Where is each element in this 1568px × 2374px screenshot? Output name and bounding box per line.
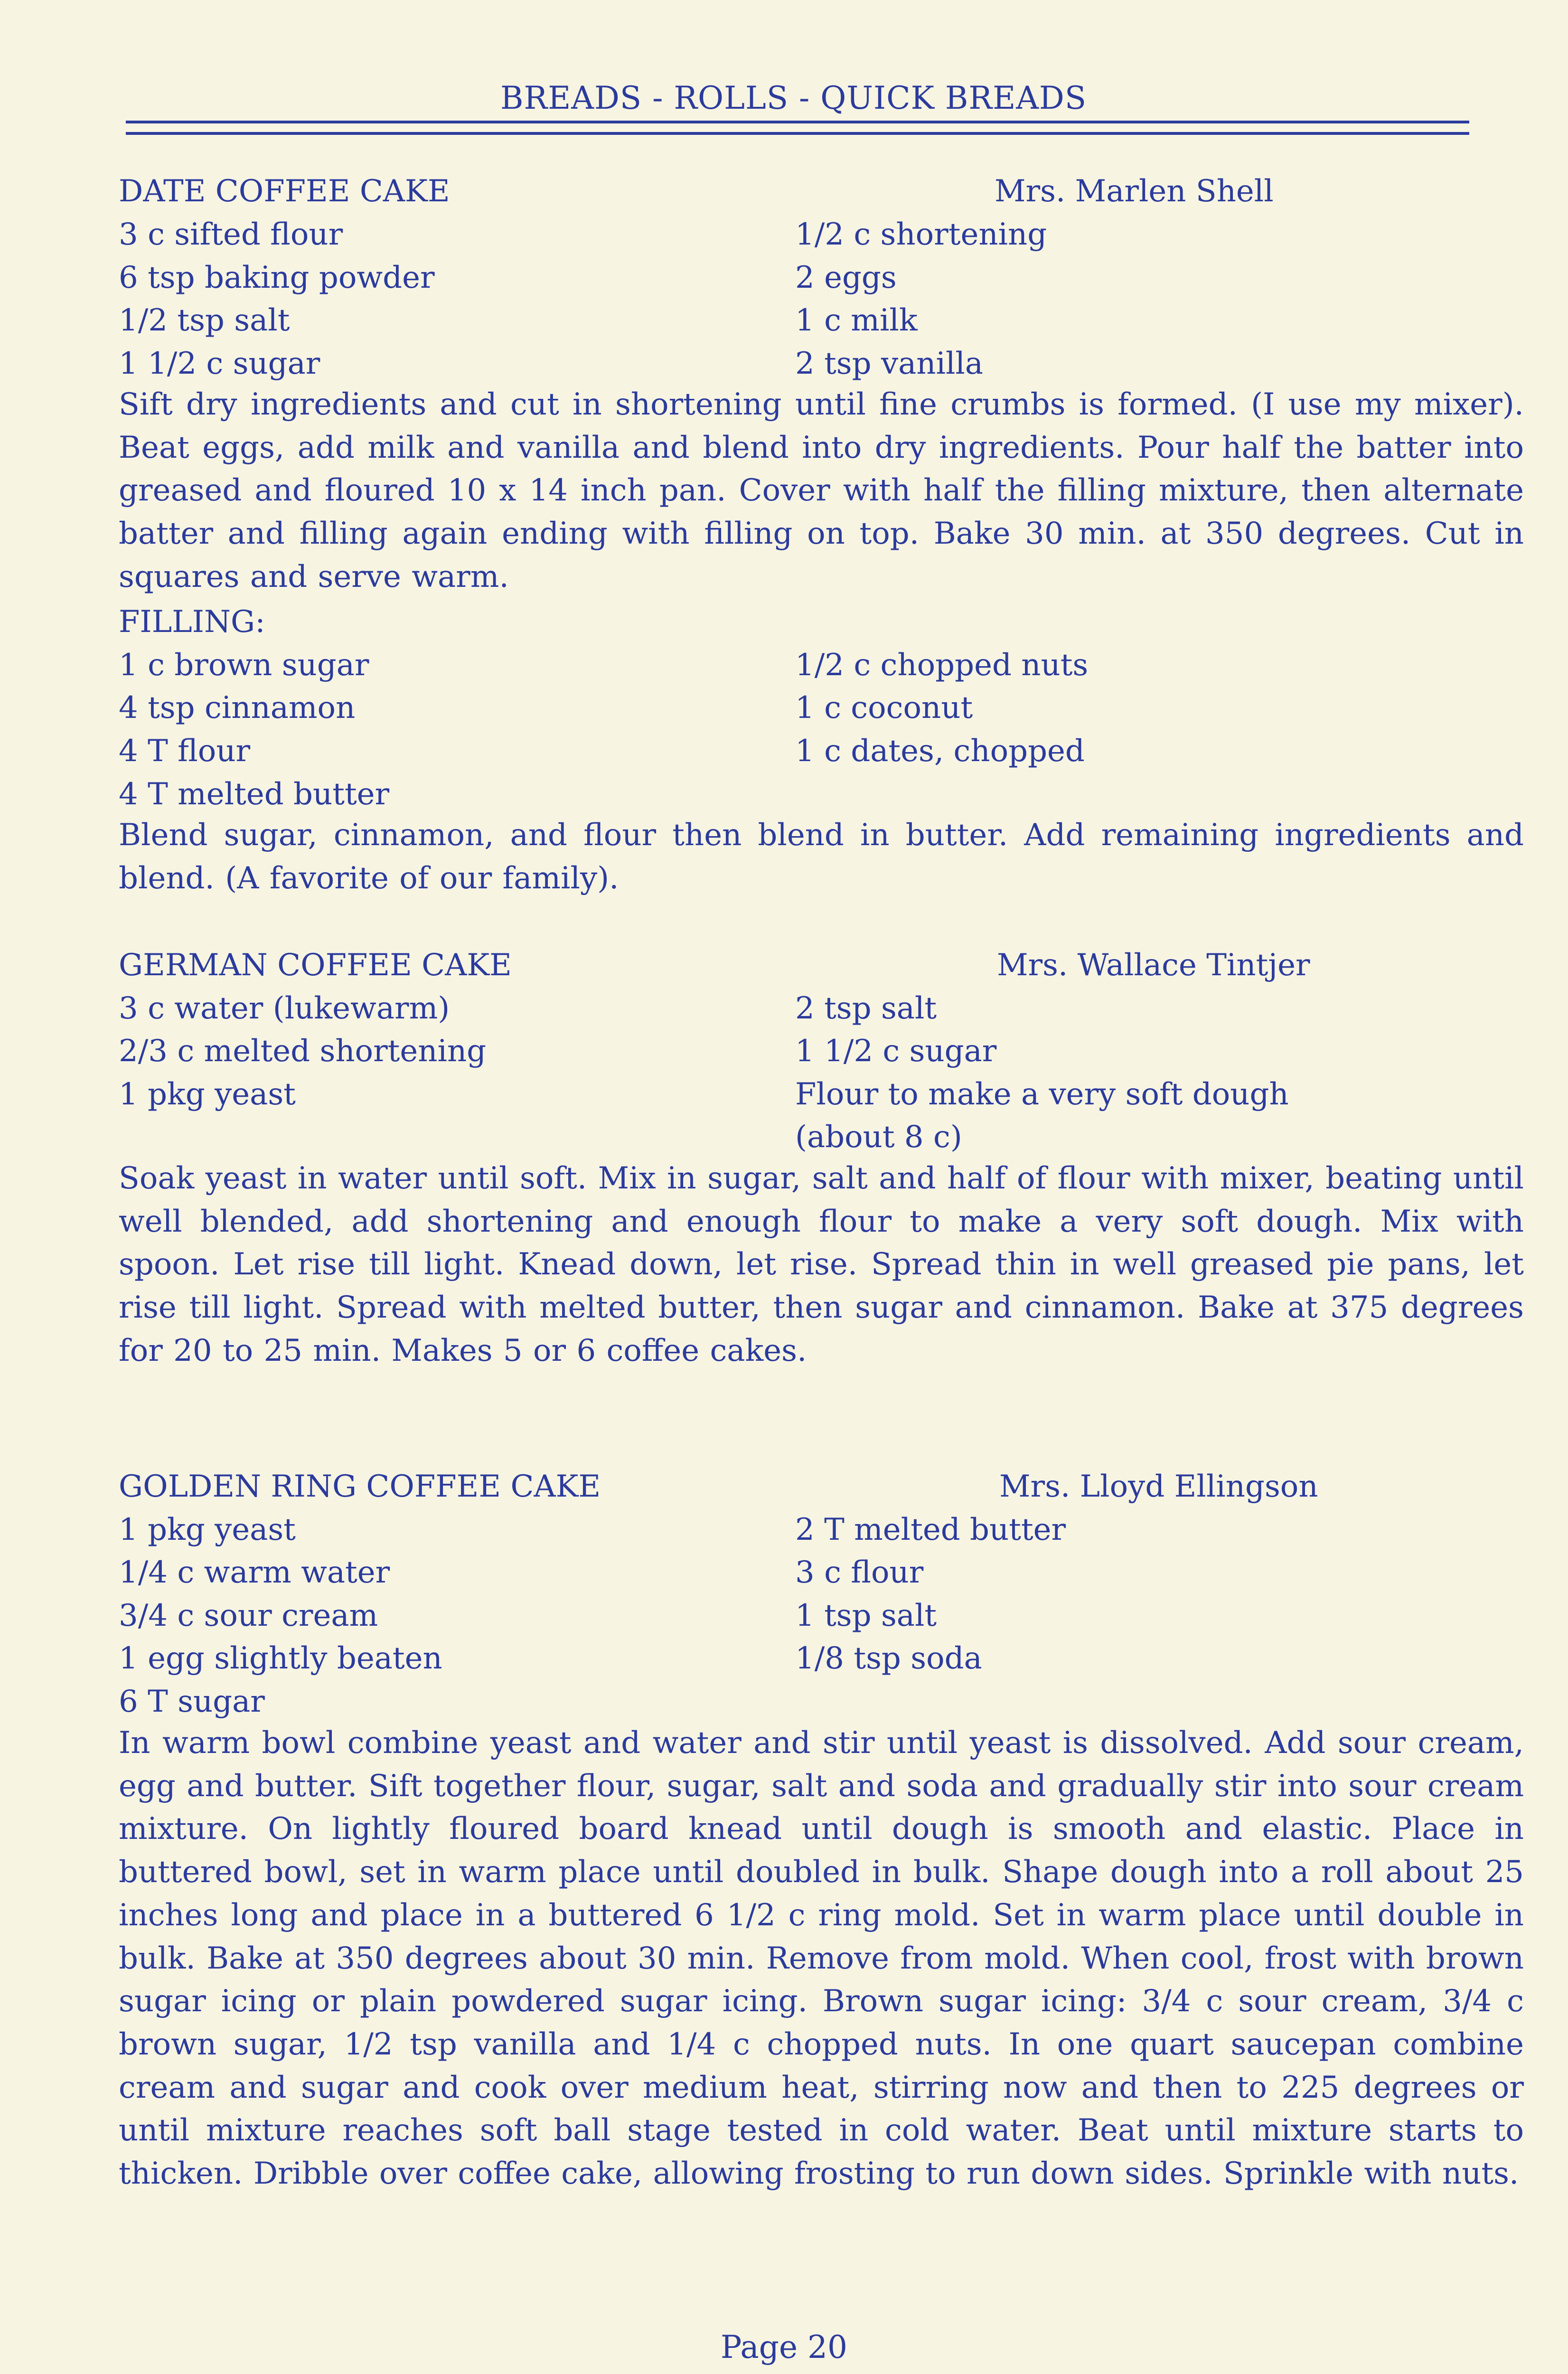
filling-ingredient: 4 tsp cinnamon bbox=[119, 690, 356, 725]
filling-ingredient: 1 c dates, chopped bbox=[795, 734, 1085, 769]
ingredient: 1 pkg yeast bbox=[119, 1512, 296, 1547]
ingredient: 1/2 c shortening bbox=[795, 217, 1047, 252]
ingredient: 1 pkg yeast bbox=[119, 1077, 296, 1112]
ingredient: 1 c milk bbox=[795, 303, 918, 338]
ingredient: 2 tsp vanilla bbox=[795, 346, 984, 381]
filling-ingredient: 4 T melted butter bbox=[119, 777, 390, 812]
ingredient: 3/4 c sour cream bbox=[119, 1598, 378, 1633]
ingredient: 6 tsp baking powder bbox=[119, 260, 435, 295]
filling-ingredient: 4 T flour bbox=[119, 734, 251, 769]
filling-directions: Blend sugar, cinnamon, and flour then blend in butter. Add remaining ingredients and blend. (A favorite of our family). bbox=[119, 818, 1524, 896]
ingredient: 3 c flour bbox=[795, 1555, 924, 1590]
recipe-author: Mrs. Wallace Tintjer bbox=[997, 948, 1310, 983]
header-rule-top bbox=[126, 121, 1469, 123]
ingredient: 2 tsp salt bbox=[795, 991, 937, 1026]
ingredient: 3 c sifted flour bbox=[119, 217, 343, 252]
page-number: Page 20 bbox=[720, 2329, 848, 2365]
ingredient: 2 T melted butter bbox=[795, 1512, 1066, 1547]
ingredient: 2 eggs bbox=[795, 260, 897, 295]
recipe-directions: Sift dry ingredients and cut in shortening until fine crumbs is formed. (I use my mixer). Beat eggs, add milk and vanilla and blend into dry ingredients. Pour half the batter into greased and floured 10 x 14 inch pan. Cover with half the filling mixture, then alternate batter and filling again ending with filling on top. Bake 30 min. at 350 degrees. Cut in squares and serve warm. bbox=[119, 387, 1524, 594]
filling-ingredient: 1 c brown sugar bbox=[119, 648, 369, 683]
filling-ingredient: 1/2 c chopped nuts bbox=[795, 648, 1089, 683]
page-header: BREADS - ROLLS - QUICK BREADS bbox=[500, 80, 1087, 116]
ingredient: 1 1/2 c sugar bbox=[119, 346, 320, 381]
ingredient: 6 T sugar bbox=[119, 1684, 265, 1719]
recipe-author: Mrs. Marlen Shell bbox=[995, 174, 1274, 209]
recipe-title: GOLDEN RING COFFEE CAKE bbox=[119, 1469, 601, 1504]
ingredient: 1 egg slightly beaten bbox=[119, 1641, 442, 1676]
ingredient: 1/2 tsp salt bbox=[119, 303, 290, 338]
ingredient: 1/4 c warm water bbox=[119, 1555, 390, 1590]
recipe-author: Mrs. Lloyd Ellingson bbox=[999, 1469, 1318, 1504]
ingredient: 2/3 c melted shortening bbox=[119, 1034, 487, 1069]
ingredient: 1 1/2 c sugar bbox=[795, 1034, 997, 1069]
recipe-directions: Soak yeast in water until soft. Mix in sugar, salt and half of flour with mixer, beating until well blended, add shortening and enough flour to make a very soft dough. Mix with spoon. Let rise till light. Knead down, let rise. Spread thin in well greased pie pans, let rise till light. Spread with melted butter, then sugar and cinnamon. Bake at 375 degrees for 20 to 25 min. Makes 5 or 6 coffee cakes. bbox=[119, 1161, 1524, 1368]
header-rule-bottom bbox=[126, 132, 1469, 135]
ingredient: Flour to make a very soft dough bbox=[795, 1077, 1289, 1112]
ingredient: 1/8 tsp soda bbox=[795, 1641, 982, 1676]
recipe-title: DATE COFFEE CAKE bbox=[119, 174, 450, 209]
ingredient: 3 c water (lukewarm) bbox=[119, 991, 450, 1026]
recipe-directions: In warm bowl combine yeast and water and stir until yeast is dissolved. Add sour cream, egg and butter. Sift together flour, sugar, salt and soda and gradually stir into sour cream mixture. On lightly floured board knead until dough is smooth and elastic. Place in buttered bowl, set in warm place until doubled in bulk. Shape dough into a roll about 25 inches long and place in a buttered 6 1/2 c ring mold. Set in warm place until double in bulk. Bake at 350 degrees about 30 min. Remove from mold. When cool, frost with brown sugar icing or plain powdered sugar icing. Brown sugar icing: 3/4 c sour cream, 3/4 c brown sugar, 1/2 tsp vanilla and 1/4 c chopped nuts. In one quart saucepan combine cream and sugar and cook over medium heat, stirring now and then to 225 degrees or until mixture reaches soft ball stage tested in cold water. Beat until mixture starts to thicken. Dribble over coffee cake, allowing frosting to run down sides. Sprinkle with nuts. bbox=[119, 1725, 1524, 2192]
recipe-title: GERMAN COFFEE CAKE bbox=[119, 948, 512, 983]
ingredient: 1 tsp salt bbox=[795, 1598, 937, 1633]
ingredient: (about 8 c) bbox=[795, 1120, 962, 1155]
filling-ingredient: 1 c coconut bbox=[795, 690, 973, 725]
filling-label: FILLING: bbox=[119, 604, 265, 640]
